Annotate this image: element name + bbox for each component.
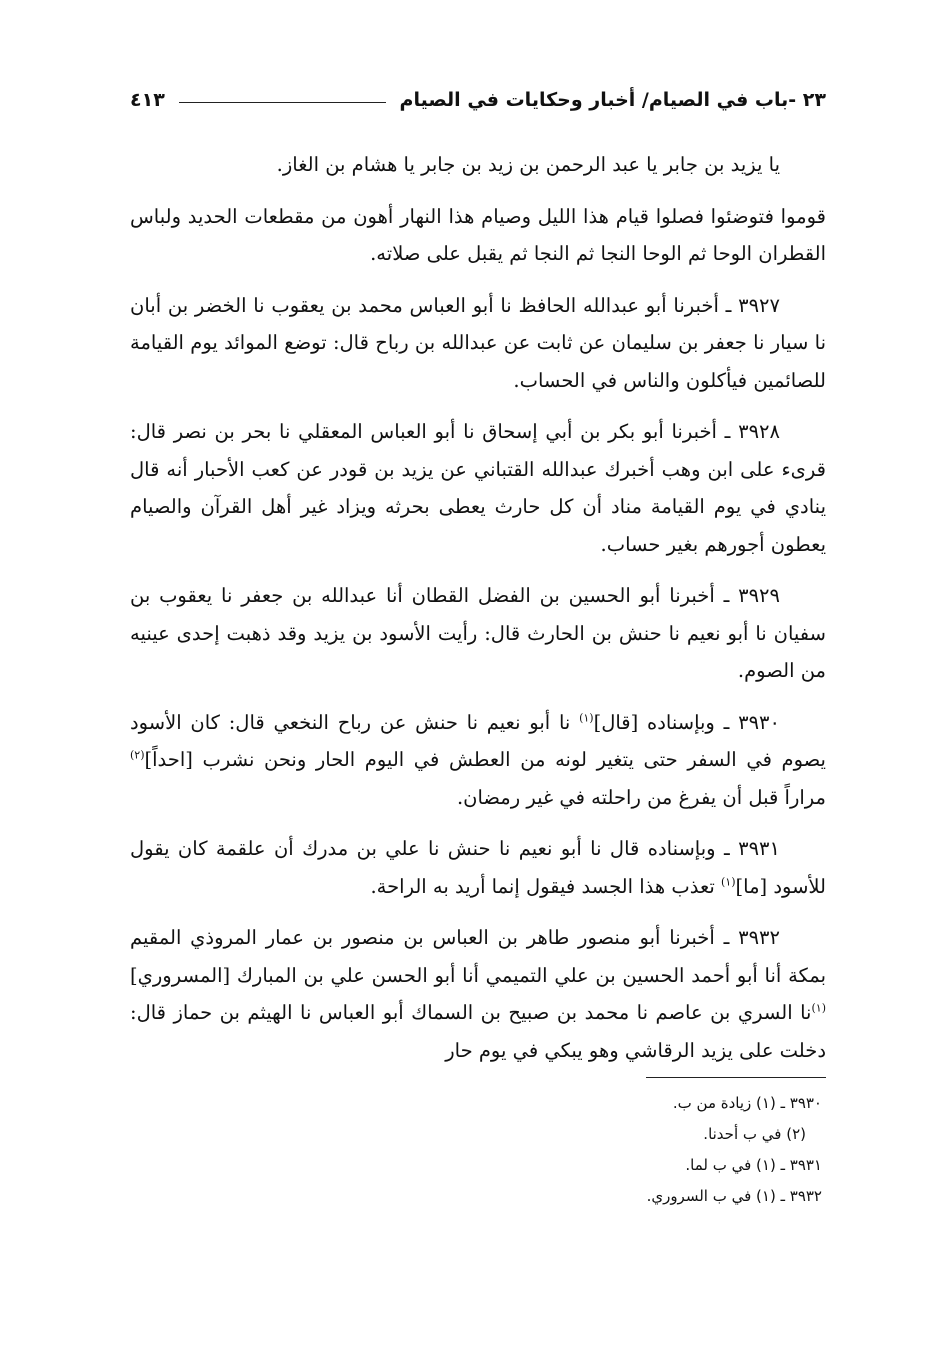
running-header (130, 76, 826, 124)
footnote: (٢) في ب أحدنا. (703, 1125, 806, 1143)
hadith-3930 (130, 704, 826, 817)
page-number: ٤١٣ (130, 89, 165, 111)
footnote: ٣٩٣٠ ـ (١) زيادة من ب. (672, 1094, 822, 1112)
footnote-ref: (٢) (130, 748, 145, 762)
chapter-title: ٢٣ -باب في الصيام/ أخبار وحكايات في الصيام (399, 89, 826, 111)
footnote-divider (646, 1077, 826, 1078)
hadith-3931 (130, 830, 826, 905)
footnote: ٣٩٣٢ ـ (١) في ب السروري. (646, 1187, 822, 1205)
footnote-ref: (١) (579, 711, 594, 724)
main-text (130, 146, 826, 1069)
paragraph: قوموا فتوضئوا فصلوا قيام هذا الليل وصيام هذا النهار أهون من مقطعات الحديد ولباس القطران الوحا ثم الوحا النجا ثم النجا ثم يقبل على صلاته. (130, 204, 826, 265)
paragraph: يا يزيد بن جابر يا عبد الرحمن بن زيد بن جابر يا هشام بن الغاز. (276, 153, 780, 176)
footnotes (130, 1088, 826, 1212)
footnote: ٣٩٣١ ـ (١) في ب لما. (685, 1156, 822, 1174)
hadith-3929: ٣٩٢٩ ـ أخبرنا أبو الحسين بن الفضل القطان أنا عبدالله بن جعفر نا يعقوب بن سفيان نا أبو نعيم نا حنش بن الحارث قال: رأيت الأسود بن يزيد وقد ذهبت إحدى عينيه من الصوم. (130, 584, 826, 682)
text-segment: ٣٩٣١ ـ وبإسناده قال نا أبو نعيم نا حنش نا علي بن مدرك أن علقمة كان يقول للأسود [ما] (130, 837, 826, 898)
text-segment: نا السري بن عاصم نا محمد بن صبيح بن السماك أبو العباس نا الهيثم بن حماز قال: دخلت على يزيد الرقاشي وهو يبكي في يوم حار (130, 1001, 826, 1062)
hadith-3927: ٣٩٢٧ ـ أخبرنا أبو عبدالله الحافظ نا أبو العباس محمد بن يعقوب نا الخضر بن أبان نا سيار نا جعفر بن سليمان عن ثابت عن عبدالله بن رباح قال: توضع الموائد يوم القيامة للصائمين فيأكلون والناس في الحساب. (130, 293, 826, 392)
hadith-3928: ٣٩٢٨ ـ أخبرنا أبو بكر بن أبي إسحاق نا أبو العباس المعقلي نا بحر بن نصر قال: قرىء على ابن وهب أخبرك عبدالله القتباني عن يزيد بن قودر عن كعب الأحبار أنه قال ينادي في يوم القيامة مناد أن كل حارث يعطى بحرثه ويزاد غير أهل القرآن والصيام يعطون أجورهم بغير حساب. (130, 420, 826, 556)
header-rule (179, 102, 386, 103)
text-segment: ٣٩٣٢ ـ أخبرنا أبو منصور طاهر بن العباس بن منصور بن عمار المروذي المقيم بمكة أنا أبو أحمد الحسين بن علي التميمي أنا أبو الحسن علي بن المبارك [المسروري] (130, 926, 826, 987)
footnote-ref: (١) (721, 875, 736, 888)
book-page (130, 76, 826, 1212)
text-segment: مراراً قبل أن يفرغ من راحلته في غير رمضان. (456, 785, 826, 809)
text-segment: نا أبو نعيم نا حنش عن رباح النخعي قال: كان الأسود يصوم في السفر حتى يتغير لونه من العطش في اليوم الحار ونحن نشرب [احداً] (130, 710, 826, 771)
text-segment: ٣٩٣٠ ـ وبإسناده [قال] (593, 710, 780, 734)
footnote-ref: (١) (811, 1001, 826, 1015)
text-segment: تعذب هذا الجسد فيقول إنما أريد به الراحة. (370, 874, 721, 898)
hadith-3932 (130, 919, 826, 1069)
